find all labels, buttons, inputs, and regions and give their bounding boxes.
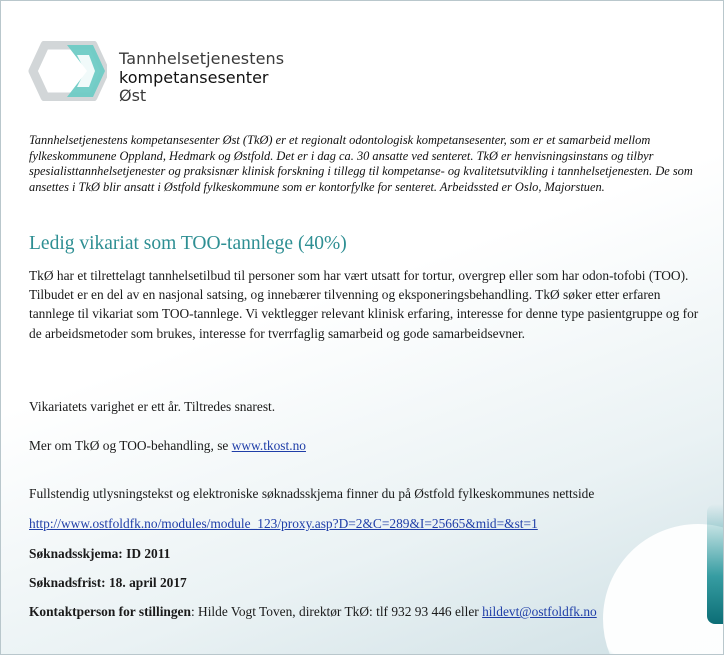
full-text-info: Fullstendig utlysningstekst og elektroniske søknadsskjema finner du på Østfold fylkeskommunes nettside (29, 486, 595, 501)
contact-text: : Hilde Vogt Toven, direktør TkØ: tlf 932 93 446 eller (190, 604, 483, 619)
logo-wordmark (119, 49, 284, 105)
hexagon-logo-icon (27, 41, 107, 101)
logo-line-1: Tannhelsetjenestens (119, 49, 285, 68)
contact-email-link[interactable]: hildevt@ostfoldfk.no (482, 604, 597, 619)
more-info-line (29, 438, 306, 454)
intro-paragraph: Tannhelsetjenestens kompetansesenter Øst (TkØ) er et regionalt odontologisk kompetansesenter, som er et samarbeid mellom fylkeskommunene Oppland, Hedmark og Østfold. Det er i dag ca. 30 ansatte ved senteret. TkØ er henvisningsinstans og tilbyr spesialisttannhelsetjenester og praksisnær klinisk forskning i tillegg til kompetanse- og kvalitetsutvikling i tannhelsetjenesten. De som ansettes i TkØ blir ansatt i Østfold fylkeskommune som er kontorfylke for senteret. Arbeidssted er Oslo, Majorstuen. (29, 133, 693, 194)
job-description: TkØ har et tilrettelagt tannhelsetilbud til personer som har vært utsatt for tortur, overgrep eller som har odon-tofobi (TOO). Tilbudet er en del av en nasjonal satsing, og innebærer tilvenning og eksponeringsbehandling. TkØ søker etter erfaren tannlege til vikariat som TOO-tannlege. Vi vektlegger relevant klinisk erfaring, interesse for denne type pasientgruppe og for de arbeidsmetoder som brukes, interesse for tverrfaglig samarbeid og gode samarbeidsevner. (29, 268, 699, 341)
edge-decoration (707, 504, 723, 624)
contact-label: Kontaktperson for stillingen (29, 604, 191, 619)
deadline-label: Søknadsfrist: 18. april 2017 (29, 575, 187, 590)
corner-decoration (603, 524, 724, 655)
contact-line (29, 604, 597, 620)
logo-line-2: kompetansesenter (119, 68, 269, 87)
job-heading: Ledig vikariat som TOO-tannlege (40%) (29, 233, 347, 254)
logo-line-3: Øst (119, 86, 147, 105)
more-info-text: Mer om TkØ og TOO-behandling, se (29, 438, 232, 453)
tkost-link[interactable]: www.tkost.no (231, 438, 306, 453)
application-url-link[interactable]: http://www.ostfoldfk.no/modules/module_123/proxy.asp?D=2&C=289&I=25665&mid=&st=1 (29, 516, 538, 531)
duration-text: Vikariatets varighet er ett år. Tiltredes snarest. (29, 399, 276, 414)
form-id (29, 546, 170, 562)
form-id-label: Søknadsskjema: ID 2011 (29, 546, 171, 561)
application-url-line (29, 516, 538, 532)
deadline (29, 575, 187, 591)
